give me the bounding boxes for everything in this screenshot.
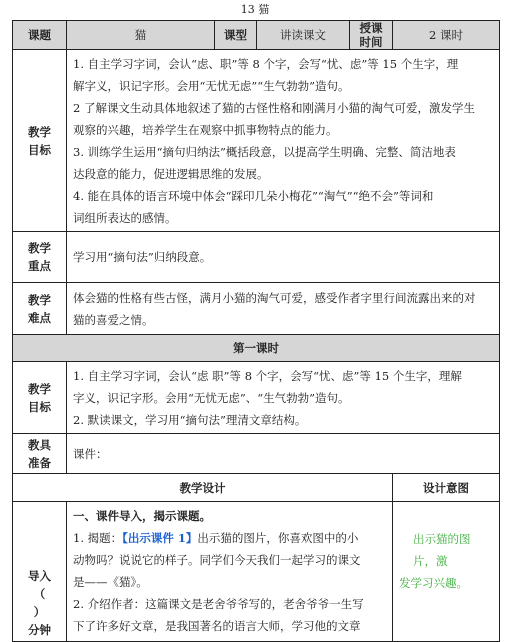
document-title: 13 猫 <box>240 3 270 16</box>
lesson1-goals-label-line2: 目标 <box>28 399 51 414</box>
hours-value: 2 课时 <box>393 21 500 50</box>
lesson1-goals-content <box>67 362 500 434</box>
intent-line: 发学习兴趣。 <box>399 576 468 590</box>
stage-label-line1: 导入 <box>28 569 51 583</box>
header-row <box>13 21 500 50</box>
key-points-label-line1: 教学 <box>28 241 51 255</box>
intro-line: 2. 介绍作者：这篇课文是老舍爷爷写的，老舍爷爷一生写 <box>73 597 364 611</box>
hours-label-line1: 授课 <box>359 21 383 35</box>
prep-value: 课件： <box>67 434 500 474</box>
plan-header: 教学设计 <box>13 474 393 502</box>
intro-content <box>67 502 393 642</box>
difficulties-label-line2: 难点 <box>28 310 51 325</box>
difficulties-content <box>67 283 500 335</box>
hours-label-line2: 时间 <box>359 35 383 49</box>
type-label: 课型 <box>215 21 257 50</box>
difficulties-label <box>13 283 67 335</box>
goals-label <box>13 50 67 232</box>
intro-line: 下了许多好文章，是我国著名的语言大师，学习他的文章 <box>73 619 361 633</box>
topic-label: 课题 <box>13 21 67 50</box>
intent-content <box>393 502 500 642</box>
goals-label-line1: 教学 <box>28 124 51 139</box>
prep-label-line2: 准备 <box>28 455 51 470</box>
prep-label <box>13 434 67 474</box>
lesson1-goals-label-line1: 教学 <box>28 381 51 396</box>
lesson1-goal-line: 字义，识记字形。会用“无忧无虑”、“生气勃勃”造句。 <box>73 390 350 405</box>
intro-line-1-text: 出示猫的图片，你喜欢图中的小 <box>197 531 359 545</box>
intent-header: 设计意图 <box>393 474 500 502</box>
prep-label-line1: 教具 <box>28 437 51 452</box>
lesson1-goal-line: 2. 默读课文，学习用“摘句法”理清文章结构。 <box>73 412 307 427</box>
lesson-plan-table <box>12 20 499 642</box>
lesson1-goal-line: 1. 自主学习字词，会认“虑 职”等 8 个字，会写“忧、虑”等 15 个生字，理解 <box>73 368 462 383</box>
lesson1-goals-row <box>13 362 500 434</box>
difficulty-line: 猫的喜爱之情。 <box>73 312 154 327</box>
prep-row <box>13 434 500 474</box>
goal-line: 词组所表达的感情。 <box>73 210 177 225</box>
section-heading: 一、课件导入，揭示课题。 <box>73 509 211 523</box>
difficulties-label-line1: 教学 <box>28 292 51 307</box>
goal-line: 达段意的能力，促进逻辑思维的发展。 <box>73 166 269 181</box>
goals-label-line2: 目标 <box>28 142 51 157</box>
lesson1-goals-label <box>13 362 67 434</box>
intro-line: 是——《猫》。 <box>73 575 148 589</box>
intro-line: 动物吗？说说它的样子。同学们今天我们一起学习的课文 <box>73 553 361 567</box>
key-points-text: 学习用“摘句法”归纳段意。 <box>67 232 500 283</box>
goal-line: 1. 自主学习字词，会认“虑、职”等 8 个字，会写“忧、虑”等 15 个生字，理 <box>73 56 459 71</box>
intent-line: 出示猫的图片，激 <box>413 532 471 568</box>
intro-paragraph-1 <box>73 527 386 549</box>
key-points-row <box>13 232 500 283</box>
courseware-tag: 【出示课件 1】 <box>122 531 198 545</box>
topic-value: 猫 <box>67 21 215 50</box>
type-value: 讲读课文 <box>257 21 350 50</box>
hours-label <box>350 21 393 50</box>
goals-content <box>67 50 500 232</box>
intro-stage-row <box>13 502 500 642</box>
difficulty-line: 体会猫的性格有些古怪，满月小猫的淘气可爱，感受作者字里行间流露出来的对 <box>73 290 476 305</box>
goal-line: 观察的兴趣，培养学生在观察中抓事物特点的能力。 <box>73 122 338 137</box>
difficulties-row <box>13 283 500 335</box>
reveal-title-prefix: 1. 揭题： <box>73 531 123 545</box>
goal-line: 4. 能在具体的语言环境中体会“踩印几朵小梅花”“淘气”“绝不会”等词和 <box>73 188 434 203</box>
goal-line: 2 了解课文生动具体地叙述了猫的古怪性格和刚满月小猫的淘气可爱，激发学生 <box>73 100 475 115</box>
key-points-label-line2: 重点 <box>28 259 51 273</box>
stage-label-line4: 分钟 <box>28 623 51 637</box>
lesson1-title-row <box>13 335 500 362</box>
stage-label-line2: （ <box>33 587 46 601</box>
key-points-label <box>13 232 67 283</box>
lesson1-title: 第一课时 <box>13 335 500 362</box>
stage-label <box>13 502 67 642</box>
stage-label-line3: ） <box>33 605 46 619</box>
goal-line: 3. 训练学生运用“摘句归纳法”概括段意，以提高学生明确、完整、简洁地表 <box>73 144 456 159</box>
goal-line: 解字义，识记字形。会用“无忧无虑”“生气勃勃”造句。 <box>73 78 350 93</box>
plan-header-row <box>13 474 500 502</box>
goals-row <box>13 50 500 232</box>
